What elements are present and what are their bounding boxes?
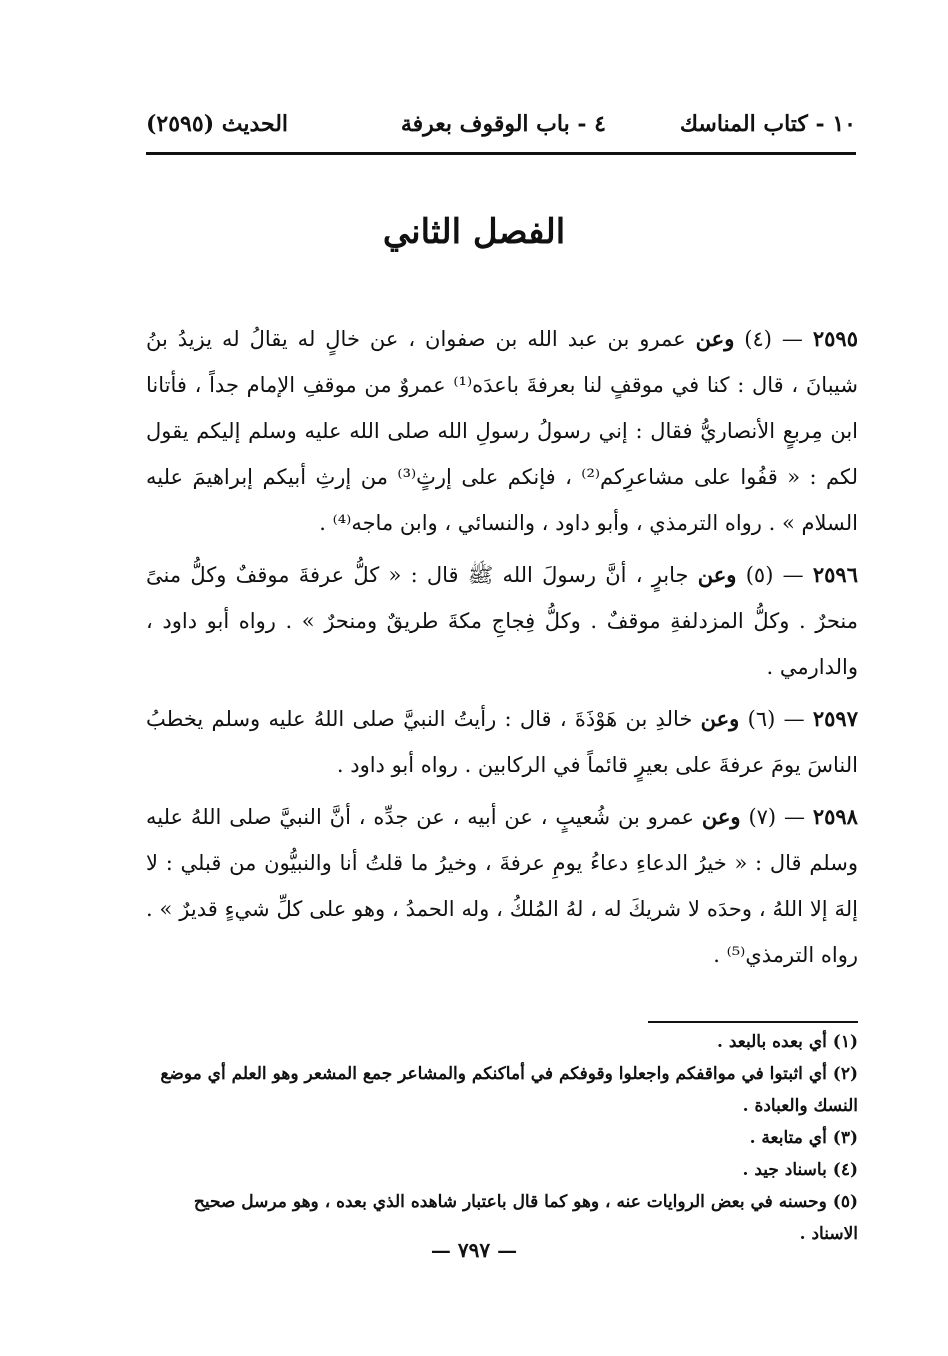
hadith-narrator-word: وعن — [695, 326, 735, 351]
hadith-subnumber: (٦) — [747, 707, 776, 731]
hadith-2596: ٢٥٩٦ — (٥) وعن جابرٍ ، أنَّ رسولَ الله ﷺ قال : « كلُّ عرفةَ موقفٌ وكلُّ منىً منحرٌ . وكلُّ المزدلفةِ موقفٌ . وكلُّ فِجاجِ مكةَ طريقٌ ومنحرٌ » . رواه أبو داود ، والدارمي . — [146, 562, 858, 679]
hadith-2597: ٢٥٩٧ — (٦) وعن خالدِ بن هَوْذَةَ ، قال : رأيتُ النبيَّ صلى اللهُ عليه وسلم يخطبُ الناسَ يومَ عرفةَ على بعيرٍ قائماً في الركابين . رواه أبو داود . — [146, 706, 858, 777]
hadith-number: ٢٥٩٦ — [812, 562, 858, 587]
footnote-3: (٣) أي متابعة . — [749, 1128, 858, 1148]
hadith-2598: ٢٥٩٨ — (٧) وعن عمرو بن شُعيبٍ ، عن أبيه ، عن جدِّه ، أنَّ النبيَّ صلى اللهُ عليه وسلم قال : « خيرُ الدعاءِ دعاءُ يومِ عرفةَ ، وخيرُ ما قلتُ أنا والنبيُّون من قبلي : لا إلهَ إلا اللهُ ، وحدَه لا شريكَ له ، لهُ المُلكُ ، وله الحمدُ ، وهو على كلِّ شيءٍ قديرٌ » . رواه الترمذي⁽⁵⁾ . — [146, 804, 858, 967]
header-divider — [146, 152, 856, 155]
page-header — [146, 105, 856, 147]
hadith-subnumber: (٤) — [744, 327, 772, 351]
section-title: الفصل الثاني — [382, 212, 566, 252]
hadith-narrator-word: وعن — [697, 562, 737, 587]
hadith-text: عمرو بن عبد الله بن صفوان ، عن خالٍ له يقالُ له يزيدُ بنُ شيبانَ ، قال : كنا في موقفٍ لنا بعرفةَ باعدَه⁽¹⁾ عمروٌ من موقفِ الإمام جداً ، فأتانا ابن مِربعٍ الأنصاريُّ فقال : إني رسولُ رسولِ الله صلى الله عليه وسلم إليكم يقول لكم : « قفُوا على مشاعرِكم⁽²⁾ ، فإنكم على إرثٍ⁽³⁾ من إرثِ أبيكم إبراهيمَ عليه السلام » . رواه الترمذي ، وأبو داود ، والنسائي ، وابن ماجه⁽⁴⁾ . — [146, 327, 859, 535]
hadith-list — [146, 316, 858, 984]
footnote-5: (٥) وحسنه في بعض الروايات عنه ، وهو كما قال باعتبار شاهده الذي بعده ، وهو مرسل صحيح الاسناد . — [193, 1192, 858, 1244]
footnote-2: (٢) أي اثبتوا في مواقفكم واجعلوا وقوفكم في أماكنكم والمشاعر جمع المشعر وهو العلم أي موضع النسك والعبادة . — [160, 1064, 858, 1116]
footnote-4: (٤) باسناد جيد . — [742, 1160, 858, 1180]
hadith-2595: ٢٥٩٥ — (٤) وعن عمرو بن عبد الله بن صفوان ، عن خالٍ له يقالُ له يزيدُ بنُ شيبانَ ، قال : كنا في موقفٍ لنا بعرفةَ باعدَه⁽¹⁾ عمروٌ من موقفِ الإمام جداً ، فأتانا ابن مِربعٍ الأنصاريُّ فقال : إني رسولُ رسولِ الله صلى الله عليه وسلم إليكم يقول لكم : « قفُوا على مشاعرِكم⁽²⁾ ، فإنكم على إرثٍ⁽³⁾ من إرثِ أبيكم إبراهيمَ عليه السلام » . رواه الترمذي ، وأبو داود ، والنسائي ، وابن ماجه⁽⁴⁾ . — [146, 326, 859, 535]
footnotes — [146, 1026, 858, 1250]
hadith-narrator-word: وعن — [701, 804, 741, 829]
hadith-number: ٢٥٩٨ — [812, 804, 858, 829]
footnote-divider — [648, 1021, 858, 1023]
hadith-text: جابرٍ ، أنَّ رسولَ الله ﷺ قال : « كلُّ عرفةَ موقفٌ وكلُّ منىً منحرٌ . وكلُّ المزدلفةِ موقفٌ . وكلُّ فِجاجِ مكةَ طريقٌ ومنحرٌ » . رواه أبو داود ، والدارمي . — [146, 563, 858, 679]
footnote-1: (١) أي بعده بالبعد . — [717, 1032, 858, 1052]
hadith-text: خالدِ بن هَوْذَةَ ، قال : رأيتُ النبيَّ صلى اللهُ عليه وسلم يخطبُ الناسَ يومَ عرفةَ على بعيرٍ قائماً في الركابين . رواه أبو داود . — [146, 707, 858, 777]
chapter-title: ١٠ - كتاب المناسك — [679, 111, 856, 137]
hadith-narrator-word: وعن — [700, 706, 740, 731]
hadith-number: ٢٥٩٥ — [812, 326, 858, 351]
hadith-range: الحديث (٢٥٩٥) — [146, 111, 289, 137]
hadith-subnumber: (٥) — [745, 563, 774, 587]
hadith-number: ٢٥٩٧ — [812, 706, 858, 731]
section-heading: ٤ - باب الوقوف بعرفة — [400, 111, 606, 137]
hadith-subnumber: (٧) — [748, 805, 777, 829]
page-number: — ٧٩٧ — — [430, 1238, 518, 1262]
hadith-text: عمرو بن شُعيبٍ ، عن أبيه ، عن جدِّه ، أنَّ النبيَّ صلى اللهُ عليه وسلم قال : « خيرُ الدعاءِ دعاءُ يومِ عرفةَ ، وخيرُ ما قلتُ أنا والنبيُّون من قبلي : لا إلهَ إلا اللهُ ، وحدَه لا شريكَ له ، لهُ المُلكُ ، وله الحمدُ ، وهو على كلِّ شيءٍ قديرٌ » . رواه الترمذي⁽⁵⁾ . — [146, 805, 858, 967]
